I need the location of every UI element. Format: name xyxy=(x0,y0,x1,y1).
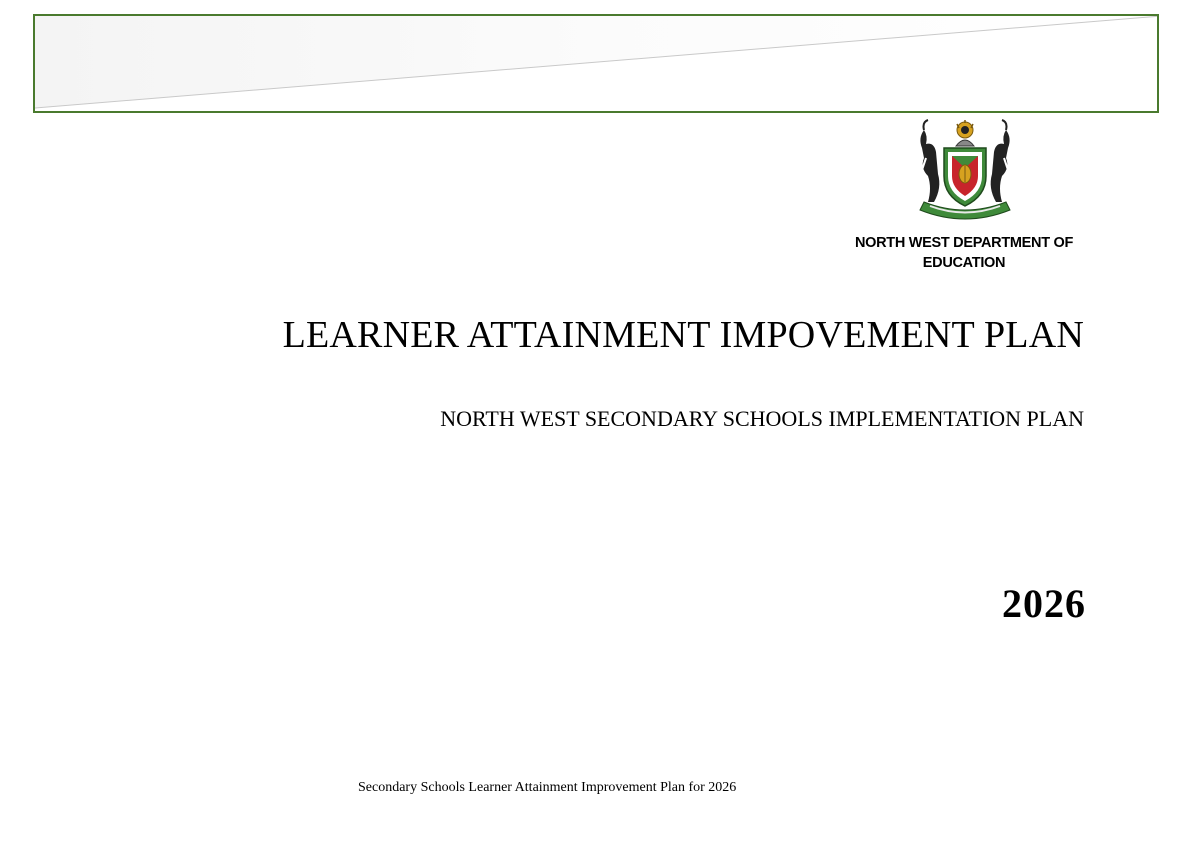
document-subtitle: NORTH WEST SECONDARY SCHOOLS IMPLEMENTATION PLAN xyxy=(440,406,1084,431)
header-banner-graphic xyxy=(35,16,1159,113)
coat-of-arms-icon xyxy=(912,118,1018,226)
department-name: NORTH WEST DEPARTMENT OF EDUCATION xyxy=(854,235,1074,271)
page-footer: Secondary Schools Learner Attainment Improvement Plan for 2026 xyxy=(358,780,737,795)
header-banner xyxy=(33,14,1159,113)
document-title: LEARNER ATTAINMENT IMPOVEMENT PLAN xyxy=(282,314,1084,356)
document-year: 2026 xyxy=(1002,581,1086,626)
